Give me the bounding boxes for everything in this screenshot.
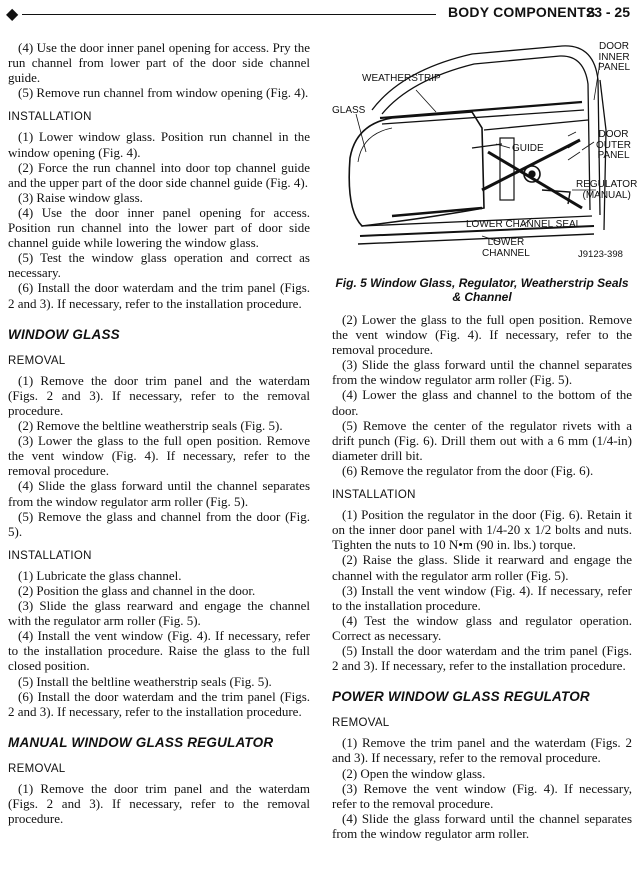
subheading-removal: REMOVAL bbox=[332, 717, 390, 730]
paragraph: (2) Position the glass and channel in the door. bbox=[18, 583, 256, 598]
left-column bbox=[8, 40, 310, 826]
right-column bbox=[332, 312, 632, 841]
section-title: BODY COMPONENTS bbox=[448, 4, 596, 20]
label-lower-channel-seal: LOWER CHANNEL SEAL bbox=[466, 219, 582, 230]
paragraph: (3) Slide the glass rearward and engage the channel with the regulator arm roller (Fig. 5). bbox=[8, 598, 310, 629]
paragraph: (4) Install the vent window (Fig. 4). If necessary, refer to the installation procedure. Raise the glass to the full closed position. bbox=[8, 628, 310, 674]
subheading-removal: REMOVAL bbox=[8, 354, 66, 367]
subheading-installation: INSTALLATION bbox=[8, 549, 92, 562]
paragraph: (1) Lubricate the glass channel. bbox=[18, 567, 182, 583]
paragraph: (4) Use the door inner panel opening for access. Pry the run channel from lower part of the door side channel guide. bbox=[8, 40, 310, 86]
paragraph: (6) Install the door waterdam and the trim panel (Figs. 2 and 3). If necessary, refer to the installation procedure. bbox=[8, 280, 310, 311]
paragraph: (3) Raise window glass. bbox=[18, 189, 143, 205]
paragraph: (3) Install the vent window (Fig. 4). If necessary, refer to the installation procedure. bbox=[332, 582, 632, 613]
paragraph: (5) Remove the glass and channel from the door (Fig. 5). bbox=[8, 508, 310, 539]
paragraph: (5) Test the window glass operation and correct as necessary. bbox=[8, 250, 310, 281]
label-regulator-manual: REGULATOR (MANUAL) bbox=[576, 179, 638, 201]
header-rule bbox=[22, 14, 436, 15]
paragraph: (5) Remove the center of the regulator rivets with a drift punch (Fig. 6). Drill them out with a 6 mm (1/4-in) diameter drill bit. bbox=[332, 417, 632, 463]
paragraph: (5) Remove run channel from window opening (Fig. 4). bbox=[18, 85, 309, 101]
paragraph: (5) Install the beltline weatherstrip seals (Fig. 5). bbox=[18, 673, 272, 689]
page-header bbox=[6, 4, 632, 24]
paragraph: (2) Raise the glass. Slide it rearward and engage the channel with the regulator arm roller (Fig. 5). bbox=[332, 552, 632, 583]
paragraph: (1) Lower window glass. Position run channel in the window opening (Fig. 4). bbox=[8, 129, 310, 160]
subheading-installation: INSTALLATION bbox=[8, 111, 92, 124]
paragraph: (4) Test the window glass and regulator operation. Correct as necessary. bbox=[332, 612, 632, 643]
label-guide: GUIDE bbox=[512, 143, 544, 154]
paragraph: (2) Open the window glass. bbox=[342, 765, 486, 781]
label-door-outer-panel: DOOR OUTER PANEL bbox=[596, 129, 631, 161]
paragraph: (3) Remove the vent window (Fig. 4). If necessary, refer to the removal procedure. bbox=[332, 780, 632, 811]
paragraph: (1) Remove the trim panel and the waterdam (Figs. 2 and 3). If necessary, refer to the removal procedure. bbox=[332, 735, 632, 766]
paragraph: (3) Slide the glass forward until the channel separates from the window regulator arm roller (Fig. 5). bbox=[332, 357, 632, 388]
paragraph: (4) Slide the glass forward until the channel separates from the window regulator arm roller. bbox=[332, 810, 632, 841]
figure-window-glass-regulator bbox=[332, 40, 638, 268]
heading-power-regulator: POWER WINDOW GLASS REGULATOR bbox=[332, 689, 590, 705]
paragraph: (4) Slide the glass forward until the channel separates from the window regulator arm roller (Fig. 5). bbox=[8, 478, 310, 509]
paragraph: (4) Use the door inner panel opening for access. Position run channel into the lower part of door side channel guide while lowering the window glass. bbox=[8, 204, 310, 251]
paragraph: (2) Remove the beltline weatherstrip seals (Fig. 5). bbox=[18, 418, 283, 434]
heading-manual-regulator: MANUAL WINDOW GLASS REGULATOR bbox=[8, 734, 274, 750]
label-lower-channel: LOWER CHANNEL bbox=[482, 237, 530, 259]
paragraph: (2) Force the run channel into door top channel guide and the upper part of the door side channel guide (Fig. 4). bbox=[8, 159, 310, 190]
paragraph: (6) Install the door waterdam and the trim panel (Figs. 2 and 3). If necessary, refer to the installation procedure. bbox=[8, 688, 310, 719]
subheading-removal: REMOVAL bbox=[8, 762, 66, 775]
paragraph: (1) Position the regulator in the door (Fig. 6). Retain it on the inner door panel with 1/4-20 x 1/2 bolts and nuts. Tighten the nuts to 10 N•m (90 in. lbs.) torque. bbox=[332, 507, 632, 553]
label-glass: GLASS bbox=[332, 105, 366, 116]
diamond-icon: ◆ bbox=[6, 4, 19, 23]
heading-window-glass: WINDOW GLASS bbox=[8, 326, 120, 342]
figure-id: J9123-398 bbox=[578, 249, 623, 260]
paragraph: (1) Remove the door trim panel and the waterdam (Figs. 2 and 3). If necessary, refer to the removal procedure. bbox=[8, 372, 310, 418]
label-door-inner-panel: DOOR INNER PANEL bbox=[598, 41, 631, 73]
label-weatherstrip: WEATHERSTRIP bbox=[362, 73, 441, 84]
paragraph: (2) Lower the glass to the full open position. Remove the vent window (Fig. 4). If necessary, refer to the removal procedure. bbox=[332, 312, 632, 358]
paragraph: (4) Lower the glass and channel to the bottom of the door. bbox=[332, 387, 632, 418]
paragraph: (6) Remove the regulator from the door (Fig. 6). bbox=[342, 462, 594, 478]
paragraph: (1) Remove the door trim panel and the waterdam (Figs. 2 and 3). If necessary, refer to the removal procedure. bbox=[8, 781, 310, 827]
figure-caption: Fig. 5 Window Glass, Regulator, Weatherstrip Seals & Channel bbox=[335, 276, 629, 304]
subheading-installation: INSTALLATION bbox=[332, 489, 416, 502]
paragraph: (3) Lower the glass to the full open position. Remove the vent window (Fig. 4). If necessary, refer to the removal procedure. bbox=[8, 433, 310, 479]
paragraph: (5) Install the door waterdam and the trim panel (Figs. 2 and 3). If necessary, refer to the installation procedure. bbox=[332, 642, 632, 674]
page-number: 23 - 25 bbox=[586, 4, 630, 20]
